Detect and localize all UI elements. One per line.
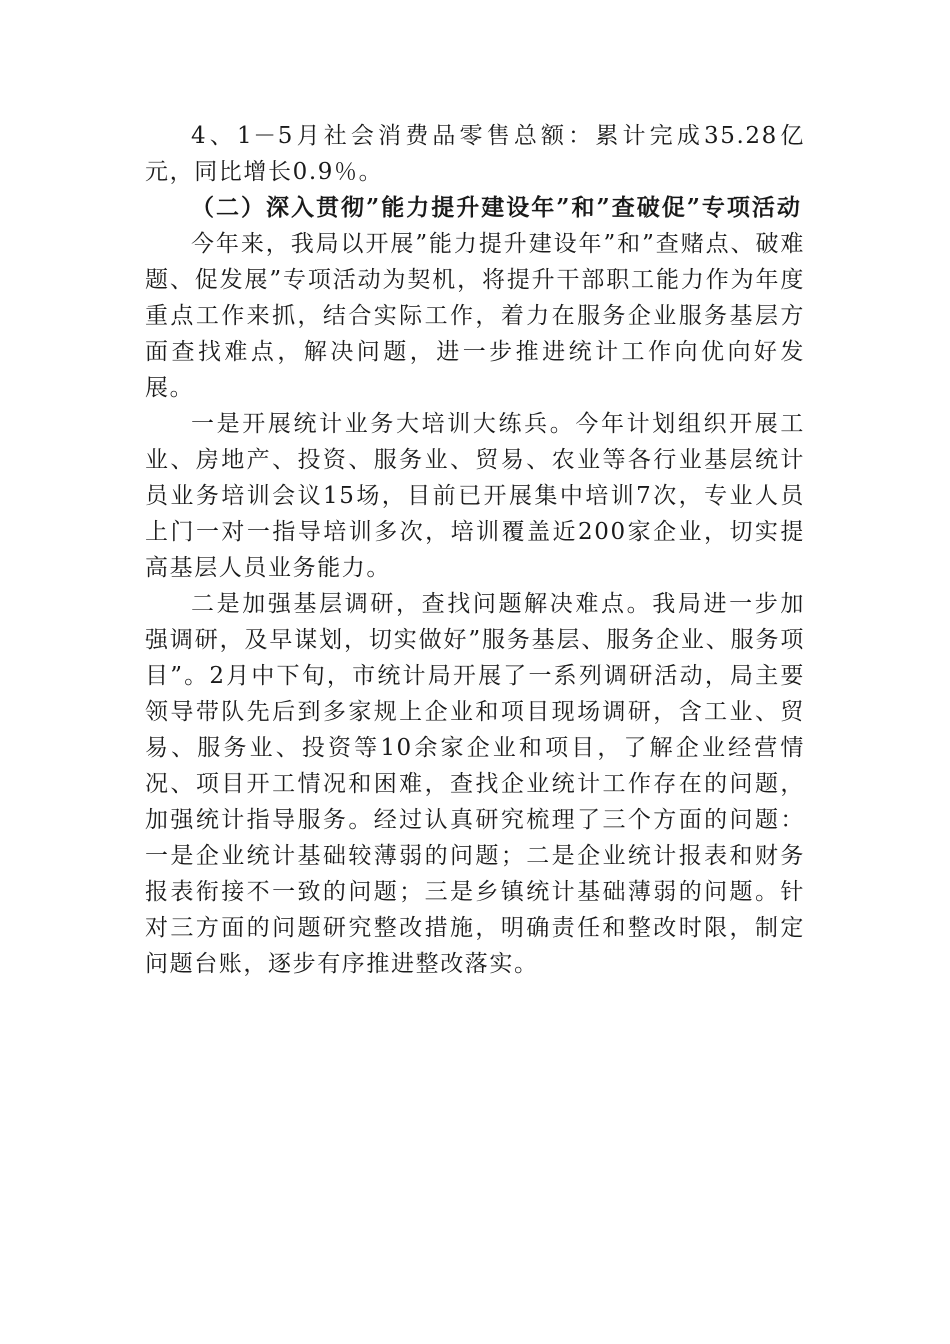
document-body bbox=[145, 118, 805, 982]
paragraph-research: 二是加强基层调研，查找问题解决难点。我局进一步加强调研，及早谋划，切实做好”服务基层、服务企业、服务项目”。2月中下旬，市统计局开展了一系列调研活动，局主要领导带队先后到多家规上企业和项目现场调研，含工业、贸易、服务业、投资等10余家企业和项目，了解企业经营情况、项目开工情况和困难，查找企业统计工作存在的问题，加强统计指导服务。经过认真研究梳理了三个方面的问题：一是企业统计基础较薄弱的问题；二是企业统计报表和财务报表衔接不一致的问题；三是乡镇统计基础薄弱的问题。针对三方面的问题研究整改措施，明确责任和整改时限，制定问题台账，逐步有序推进整改落实。 bbox=[145, 591, 805, 977]
paragraph-training: 一是开展统计业务大培训大练兵。今年计划组织开展工业、房地产、投资、服务业、贸易、农业等各行业基层统计员业务培训会议15场，目前已开展集中培训7次，专业人员上门一对一指导培训多次，培训覆盖近200家企业，切实提高基层人员业务能力。 bbox=[145, 411, 805, 581]
paragraph-intro: 今年来，我局以开展”能力提升建设年”和”查赌点、破难题、促发展”专项活动为契机，将提升干部职工能力作为年度重点工作来抓，结合实际工作，着力在服务企业服务基层方面查找难点，解决问题，进一步推进统计工作向优向好发展。 bbox=[145, 231, 805, 401]
paragraph-retail-sales: 4、1－5月社会消费品零售总额：累计完成35.28亿元，同比增长0.9％。 bbox=[145, 123, 805, 185]
section-heading: （二）深入贯彻”能力提升建设年”和”查破促”专项活动 bbox=[191, 194, 802, 221]
